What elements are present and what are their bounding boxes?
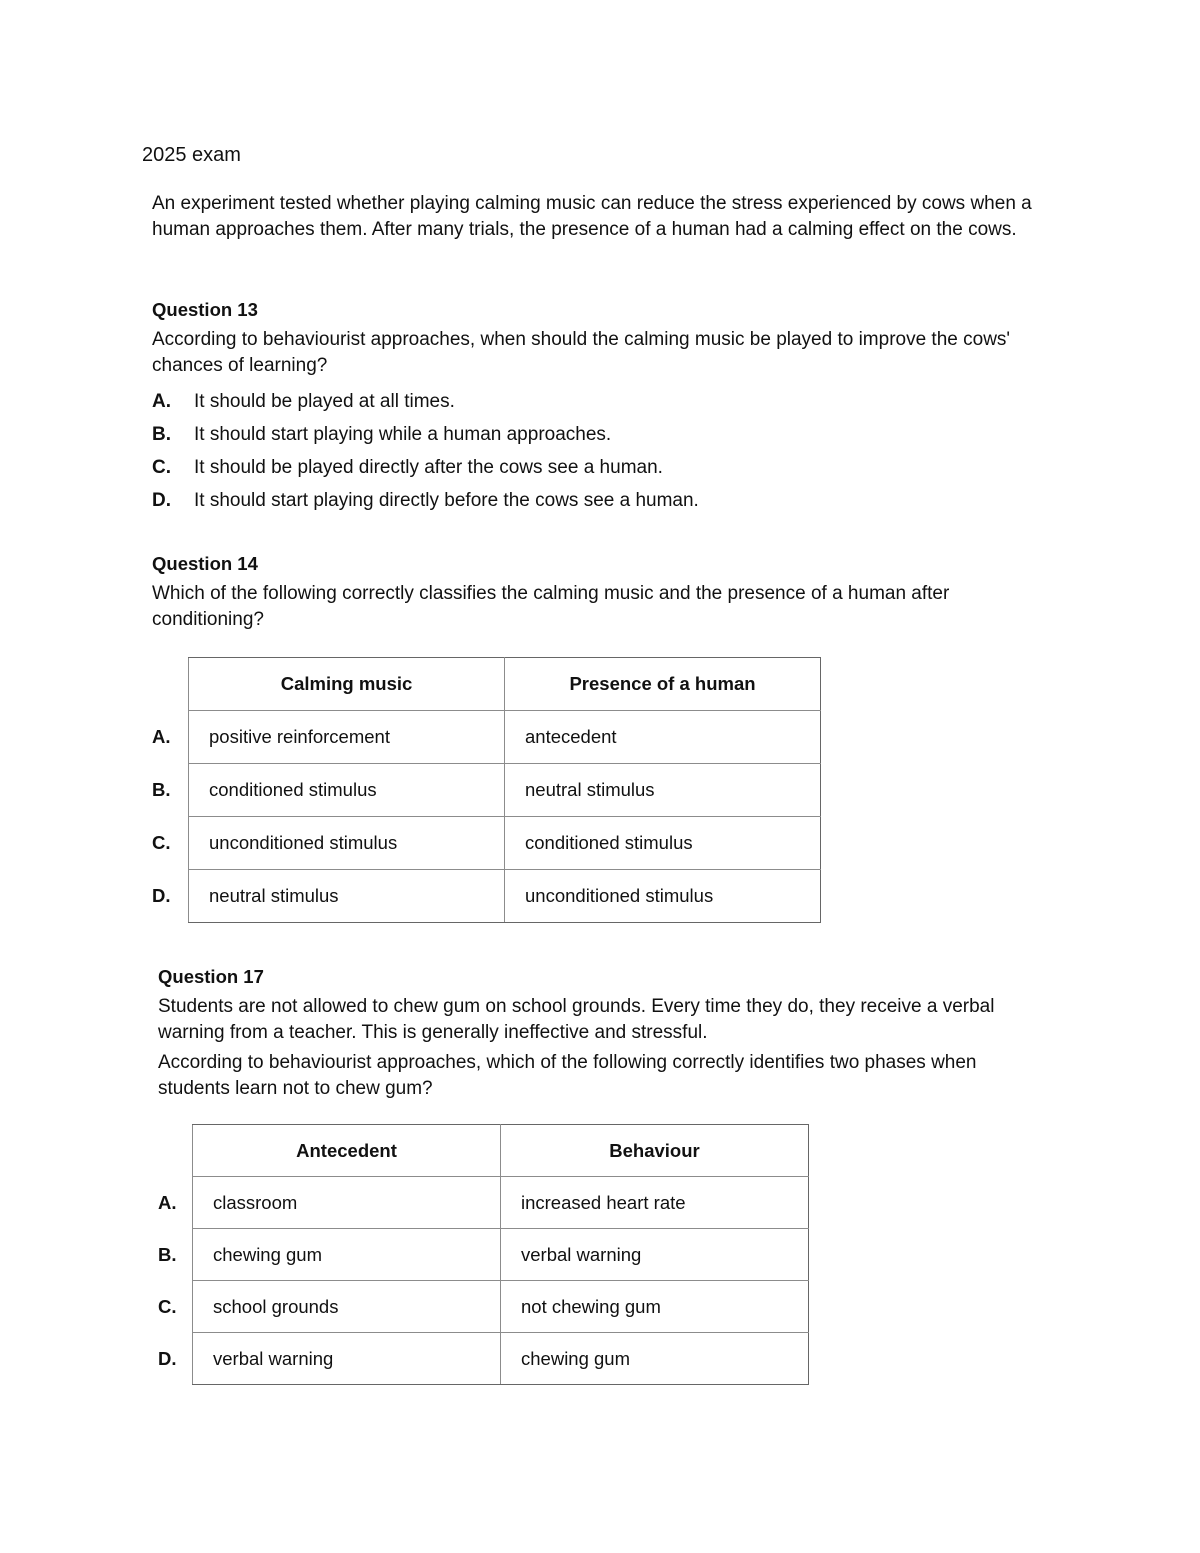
table-cell: increased heart rate [501,1177,809,1229]
column-header: Antecedent [193,1125,501,1177]
table-cell: neutral stimulus [505,764,821,817]
question-14-heading: Question 14 [152,553,258,574]
column-header: Behaviour [501,1125,809,1177]
page-title: 2025 exam [142,144,241,166]
option-text: It should be played directly after the cows see a human. [194,457,663,478]
question-14 [152,552,1062,633]
table-corner [152,658,189,711]
table-row [152,711,821,764]
question-17-text-1: Students are not allowed to chew gum on school grounds. Every time they do, they receive a verbal warning from a teacher. This is generally ineffective and stressful. [158,996,995,1043]
table-cell: neutral stimulus [189,870,505,923]
question-14-table [152,657,821,923]
row-letter: C. [158,1295,177,1317]
table-row [152,870,821,923]
table-cell: classroom [193,1177,501,1229]
table-cell: verbal warning [501,1229,809,1281]
option-c [152,456,1062,489]
question-13-heading: Question 13 [152,299,258,320]
table-cell: unconditioned stimulus [505,870,821,923]
row-letter: D. [158,1347,177,1369]
table-header-row [158,1125,809,1177]
row-letter: C. [152,832,171,853]
table-row [158,1177,809,1229]
table-cell: not chewing gum [501,1281,809,1333]
column-header: Calming music [189,658,505,711]
option-b [152,423,1062,456]
row-letter: B. [152,779,171,800]
question-17-table [158,1124,809,1385]
question-13-text: According to behaviourist approaches, when should the calming music be played to improve the cows' chances of learning? [152,329,1011,376]
row-letter: A. [152,726,171,747]
option-letter: C. [152,457,171,478]
column-header: Presence of a human [505,658,821,711]
option-a [152,390,1062,423]
table-cell: chewing gum [193,1229,501,1281]
row-letter: D. [152,885,171,906]
table-cell: conditioned stimulus [189,764,505,817]
row-letter: B. [158,1243,177,1265]
option-letter: A. [152,391,171,412]
row-letter: A. [158,1191,177,1213]
table-row [158,1281,809,1333]
table-cell: antecedent [505,711,821,764]
question-14-text: Which of the following correctly classifies the calming music and the presence of a human after conditioning? [152,583,950,630]
table-cell: chewing gum [501,1333,809,1385]
intro-paragraph: An experiment tested whether playing calming music can reduce the stress experienced by cows when a human approaches them. After many trials, the presence of a human had a calming effect on the cows. [152,193,1032,240]
table-cell: conditioned stimulus [505,817,821,870]
option-text: It should be played at all times. [194,391,455,412]
table-cell: verbal warning [193,1333,501,1385]
table-row [152,764,821,817]
table-cell: positive reinforcement [189,711,505,764]
table-corner [158,1125,193,1177]
option-letter: D. [152,490,171,511]
option-d [152,489,1062,522]
table-row [152,817,821,870]
question-13-options [152,390,1062,522]
question-17-heading: Question 17 [158,966,264,987]
table-header-row [152,658,821,711]
question-13 [152,298,1062,522]
table-cell: school grounds [193,1281,501,1333]
table-row [158,1229,809,1281]
option-text: It should start playing directly before the cows see a human. [194,490,699,511]
question-17 [158,965,1038,1101]
option-letter: B. [152,424,171,445]
table-cell: unconditioned stimulus [189,817,505,870]
option-text: It should start playing while a human approaches. [194,424,612,445]
table-row [158,1333,809,1385]
question-17-text-2: According to behaviourist approaches, which of the following correctly identifies two phases when students learn not to chew gum? [158,1052,977,1099]
